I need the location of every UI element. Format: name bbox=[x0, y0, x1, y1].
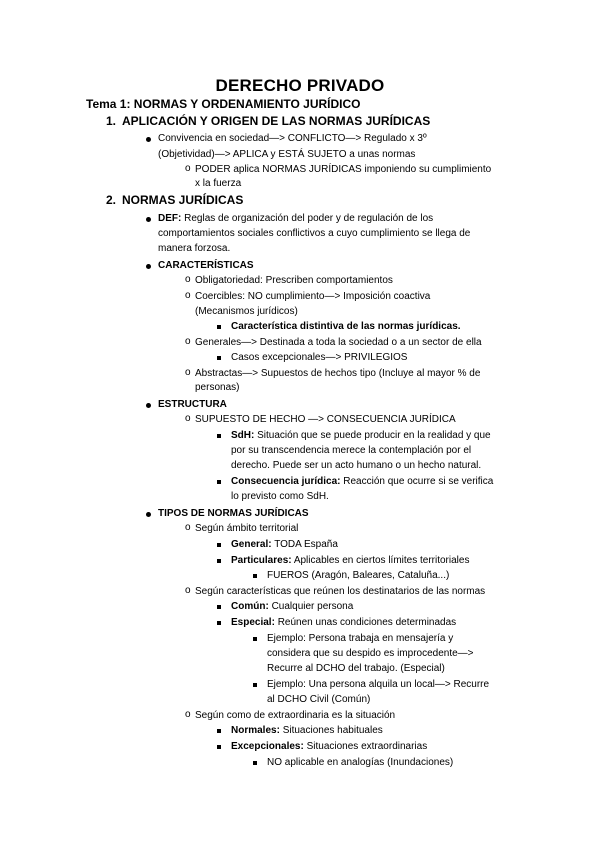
square-bullet bbox=[217, 356, 221, 360]
circle-bullet: o bbox=[185, 163, 191, 174]
square-bullet bbox=[217, 605, 221, 609]
normales-text: Situaciones habituales bbox=[282, 725, 383, 736]
ejemplo-2-line-1: Ejemplo: Una persona alquila un local—> Recurre bbox=[267, 679, 490, 690]
caracteristica-distintiva: Característica distintiva de las normas jurídicas. bbox=[231, 321, 461, 332]
especial-text: Reúnen unas condiciones determinadas bbox=[277, 617, 457, 628]
square-bullet bbox=[217, 559, 221, 563]
caracteristicas-heading: CARACTERÍSTICAS bbox=[158, 260, 254, 271]
particulares-label: Particulares: bbox=[231, 555, 292, 566]
normales-line bbox=[231, 724, 383, 738]
bullet-dot bbox=[146, 403, 151, 408]
square-bullet bbox=[253, 761, 257, 765]
definition-line-1 bbox=[158, 212, 433, 226]
document-title: DERECHO PRIVADO bbox=[215, 76, 385, 95]
definition-text: Reglas de organización del poder y de regulación de los bbox=[184, 213, 434, 224]
circle-bullet: o bbox=[185, 709, 191, 720]
square-bullet bbox=[253, 683, 257, 687]
ambito-territorial-line: Según ámbito territorial bbox=[195, 523, 299, 534]
sdh-label: SdH: bbox=[231, 430, 255, 441]
circle-bullet: o bbox=[185, 522, 191, 533]
consecuencia-line-2: lo previsto como SdH. bbox=[231, 491, 329, 502]
comun-text: Cualquier persona bbox=[271, 601, 354, 612]
especial-label: Especial: bbox=[231, 617, 275, 628]
definition-line-3: manera forzosa. bbox=[158, 243, 231, 254]
comun-line bbox=[231, 600, 353, 614]
ejemplo-2-line-2: al DCHO Civil (Común) bbox=[267, 694, 371, 705]
ejemplo-1-line-3: Recurre al DCHO del trabajo. (Especial) bbox=[267, 663, 445, 674]
circle-bullet: o bbox=[185, 413, 191, 424]
destinatarios-line: Según características que reúnen los destinatarios de las normas bbox=[195, 586, 486, 597]
square-bullet bbox=[217, 325, 221, 329]
square-bullet bbox=[217, 480, 221, 484]
sdh-text: Situación que se puede producir en la realidad y que bbox=[257, 430, 491, 441]
section-2-heading: NORMAS JURÍDICAS bbox=[122, 193, 244, 207]
casos-excepcionales: Casos excepcionales—> PRIVILEGIOS bbox=[231, 352, 408, 363]
consecuencia-line-1 bbox=[231, 475, 493, 489]
bullet-dot bbox=[146, 217, 151, 222]
poder-line-1: PODER aplica NORMAS JURÍDICAS imponiendo su cumplimiento bbox=[195, 164, 492, 175]
convivencia-line-1: Convivencia en sociedad—> CONFLICTO—> Regulado x 3º bbox=[158, 133, 427, 144]
circle-bullet: o bbox=[185, 585, 191, 596]
excepcionales-line bbox=[231, 740, 427, 754]
bullet-dot bbox=[146, 264, 151, 269]
excepcionales-label: Excepcionales: bbox=[231, 741, 304, 752]
definition-label: DEF: bbox=[158, 213, 182, 224]
normales-label: Normales: bbox=[231, 725, 280, 736]
consecuencia-label: Consecuencia jurídica: bbox=[231, 476, 341, 487]
estructura-heading: ESTRUCTURA bbox=[158, 399, 227, 410]
sdh-line-1 bbox=[231, 429, 491, 443]
poder-line-2: x la fuerza bbox=[195, 178, 242, 189]
ejemplo-1-line-2: considera que su despido es improcedente—> bbox=[267, 648, 474, 659]
analogias-line: NO aplicable en analogías (Inundaciones) bbox=[267, 757, 454, 768]
tipos-heading: TIPOS DE NORMAS JURÍDICAS bbox=[158, 508, 309, 519]
abstractas-line-1: Abstractas—> Supuestos de hechos tipo (Incluye al mayor % de bbox=[195, 368, 481, 379]
obligatoriedad-line: Obligatoriedad: Prescriben comportamientos bbox=[195, 275, 393, 286]
square-bullet bbox=[253, 574, 257, 578]
coercibles-line-1: Coercibles: NO cumplimiento—> Imposición coactiva bbox=[195, 291, 431, 302]
fueros-line: FUEROS (Aragón, Baleares, Cataluña...) bbox=[267, 570, 450, 581]
particulares-line bbox=[231, 554, 469, 568]
square-bullet bbox=[217, 434, 221, 438]
abstractas-line-2: personas) bbox=[195, 382, 240, 393]
excepcionales-text: Situaciones extraordinarias bbox=[306, 741, 428, 752]
bullet-dot bbox=[146, 512, 151, 517]
ejemplo-1-line-1: Ejemplo: Persona trabaja en mensajería y bbox=[267, 633, 454, 644]
general-line bbox=[231, 538, 338, 552]
square-bullet bbox=[253, 637, 257, 641]
section-1-heading: APLICACIÓN Y ORIGEN DE LAS NORMAS JURÍDICAS bbox=[122, 114, 431, 128]
consecuencia-text: Reacción que ocurre si se verifica bbox=[343, 476, 494, 487]
bullet-dot bbox=[146, 137, 151, 142]
square-bullet bbox=[217, 543, 221, 547]
circle-bullet: o bbox=[185, 290, 191, 301]
circle-bullet: o bbox=[185, 367, 191, 378]
extraordinaria-line: Según como de extraordinaria es la situación bbox=[195, 710, 396, 721]
sdh-line-2: por su transcendencia merece la contemplación por el bbox=[231, 445, 472, 456]
circle-bullet: o bbox=[185, 274, 191, 285]
square-bullet bbox=[217, 729, 221, 733]
general-text: TODA España bbox=[274, 539, 338, 550]
coercibles-line-2: (Mecanismos jurídicos) bbox=[195, 306, 298, 317]
general-label: General: bbox=[231, 539, 272, 550]
generales-line: Generales—> Destinada a toda la sociedad o a un sector de ella bbox=[195, 337, 482, 348]
topic-heading: Tema 1: NORMAS Y ORDENAMIENTO JURÍDICO bbox=[86, 97, 361, 111]
square-bullet bbox=[217, 745, 221, 749]
supuesto-consecuencia-line: SUPUESTO DE HECHO —> CONSECUENCIA JURÍDICA bbox=[195, 414, 456, 425]
circle-bullet: o bbox=[185, 336, 191, 347]
especial-line bbox=[231, 616, 456, 630]
comun-label: Común: bbox=[231, 601, 269, 612]
particulares-text: Aplicables en ciertos límites territoriales bbox=[293, 555, 470, 566]
sdh-line-3: derecho. Puede ser un acto humano o un hecho natural. bbox=[231, 460, 482, 471]
definition-line-2: comportamientos sociales conflictivos a cuyo cumplimiento se llega de bbox=[158, 228, 471, 239]
section-2-number: 2. bbox=[106, 193, 117, 207]
convivencia-line-2: (Objetividad)—> APLICA y ESTÁ SUJETO a unas normas bbox=[158, 149, 416, 160]
square-bullet bbox=[217, 621, 221, 625]
section-1-number: 1. bbox=[106, 114, 117, 128]
